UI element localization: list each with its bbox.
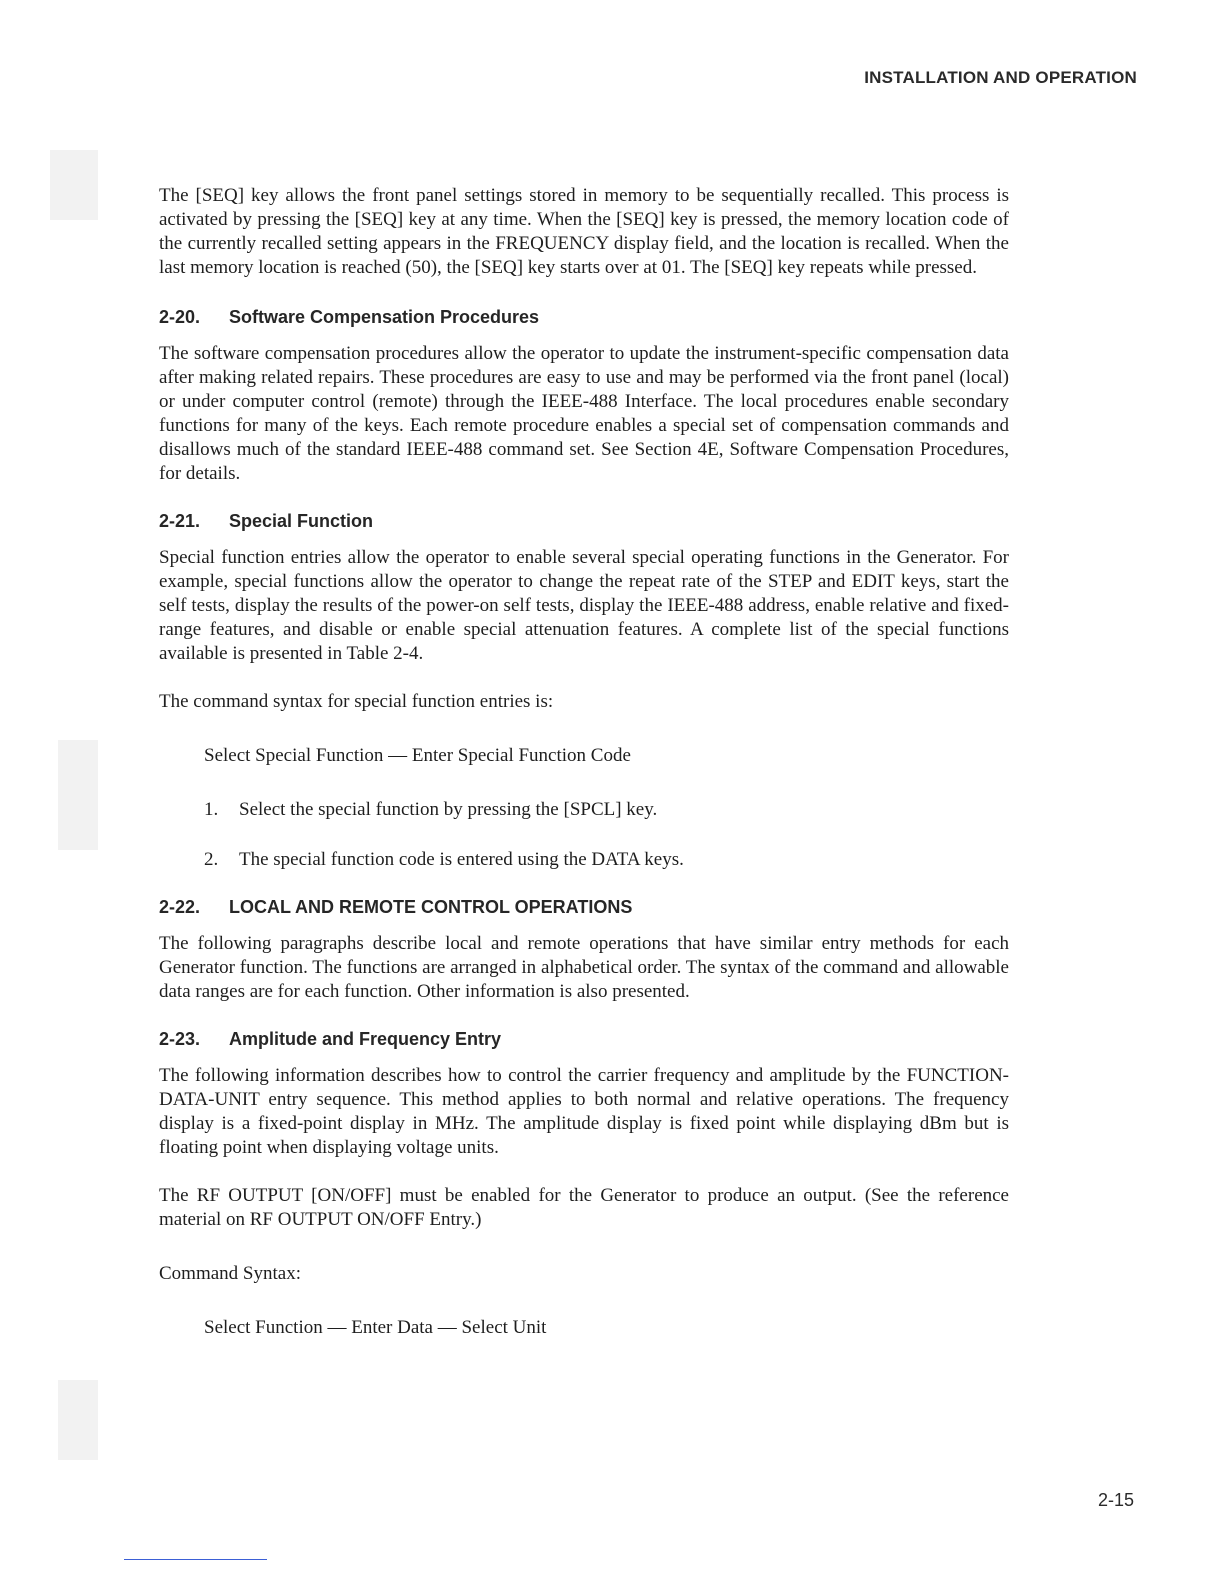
syntax-intro: The command syntax for special function entries is:	[159, 691, 554, 712]
page-body	[159, 184, 1009, 1340]
section-number: 2-20.	[159, 307, 201, 327]
running-head: INSTALLATION AND OPERATION	[864, 68, 1137, 87]
software-compensation-paragraph: The software compensation procedures allow the operator to update the instrument-specific compensation data after making related repairs. These procedures are easy to use and may be performed via the front panel (local) or under computer control (remote) through the IEEE-488 Interface. The local procedures enable secondary functions for many of the keys. Each remote procedure enables a special set of compensation commands and disallows much of the standard IEEE-488 command set. See Section 4E, Software Compensation Procedures, for details.	[159, 343, 1009, 484]
seq-paragraph: The [SEQ] key allows the front panel settings stored in memory to be sequentially recalled. This process is activated by pressing the [SEQ] key at any time. When the [SEQ] key is pressed, the memory location code of the currently recalled setting appears in the FREQUENCY display field, and the location is recalled. When the last memory location is reached (50), the [SEQ] key starts over at 01. The [SEQ] key repeats while pressed.	[159, 185, 1009, 278]
special-function-syntax: Select Special Function — Enter Special Function Code	[204, 745, 631, 766]
special-function-paragraph: Special function entries allow the operator to enable several special operating functions in the Generator. For example, special functions allow the operator to change the repeat rate of the STEP and EDIT keys, start the self tests, display the results of the power-on self tests, display the IEEE-488 address, enable relative and fixed-range features, and disable or enable special attenuation features. A complete list of the special functions available is presented in Table 2-4.	[159, 547, 1009, 664]
section-title: LOCAL AND REMOTE CONTROL OPERATIONS	[229, 897, 633, 917]
scan-shadow	[58, 1380, 98, 1460]
rf-output-paragraph: The RF OUTPUT [ON/OFF] must be enabled for the Generator to produce an output. (See the reference material on RF OUTPUT ON/OFF Entry.)	[159, 1185, 1009, 1230]
scan-shadow	[58, 740, 98, 850]
footer-rule	[124, 1559, 267, 1560]
section-number: 2-23.	[159, 1029, 201, 1049]
list-text: Select the special function by pressing the [SPCL] key.	[239, 799, 658, 820]
page-number: 2-15	[1097, 1490, 1134, 1510]
command-syntax: Select Function — Enter Data — Select Unit	[204, 1317, 547, 1338]
section-number: 2-21.	[159, 511, 201, 531]
section-title: Software Compensation Procedures	[229, 307, 540, 327]
section-heading-2-20	[159, 306, 1009, 328]
command-syntax-label: Command Syntax:	[159, 1263, 301, 1284]
list-item	[204, 798, 1009, 822]
list-text: The special function code is entered using the DATA keys.	[239, 849, 684, 870]
list-number: 2.	[204, 849, 219, 870]
scan-shadow	[50, 150, 98, 220]
section-title: Special Function	[229, 511, 374, 531]
list-item	[204, 848, 1009, 872]
section-heading-2-22	[159, 896, 1009, 918]
section-heading-2-23	[159, 1028, 1009, 1050]
local-remote-paragraph: The following paragraphs describe local and remote operations that have similar entry methods for each Generator function. The functions are arranged in alphabetical order. The syntax of the command and allowable data ranges are for each function. Other information is also presented.	[159, 933, 1009, 1002]
section-heading-2-21	[159, 510, 1009, 532]
section-title: Amplitude and Frequency Entry	[229, 1029, 502, 1049]
amplitude-frequency-paragraph: The following information describes how to control the carrier frequency and amplitude by the FUNCTION-DATA-UNIT entry sequence. This method applies to both normal and relative operations. The frequency display is a fixed-point display in MHz. The amplitude display is fixed point while displaying dBm but is floating point when displaying voltage units.	[159, 1065, 1009, 1158]
section-number: 2-22.	[159, 897, 201, 917]
list-number: 1.	[204, 799, 219, 820]
